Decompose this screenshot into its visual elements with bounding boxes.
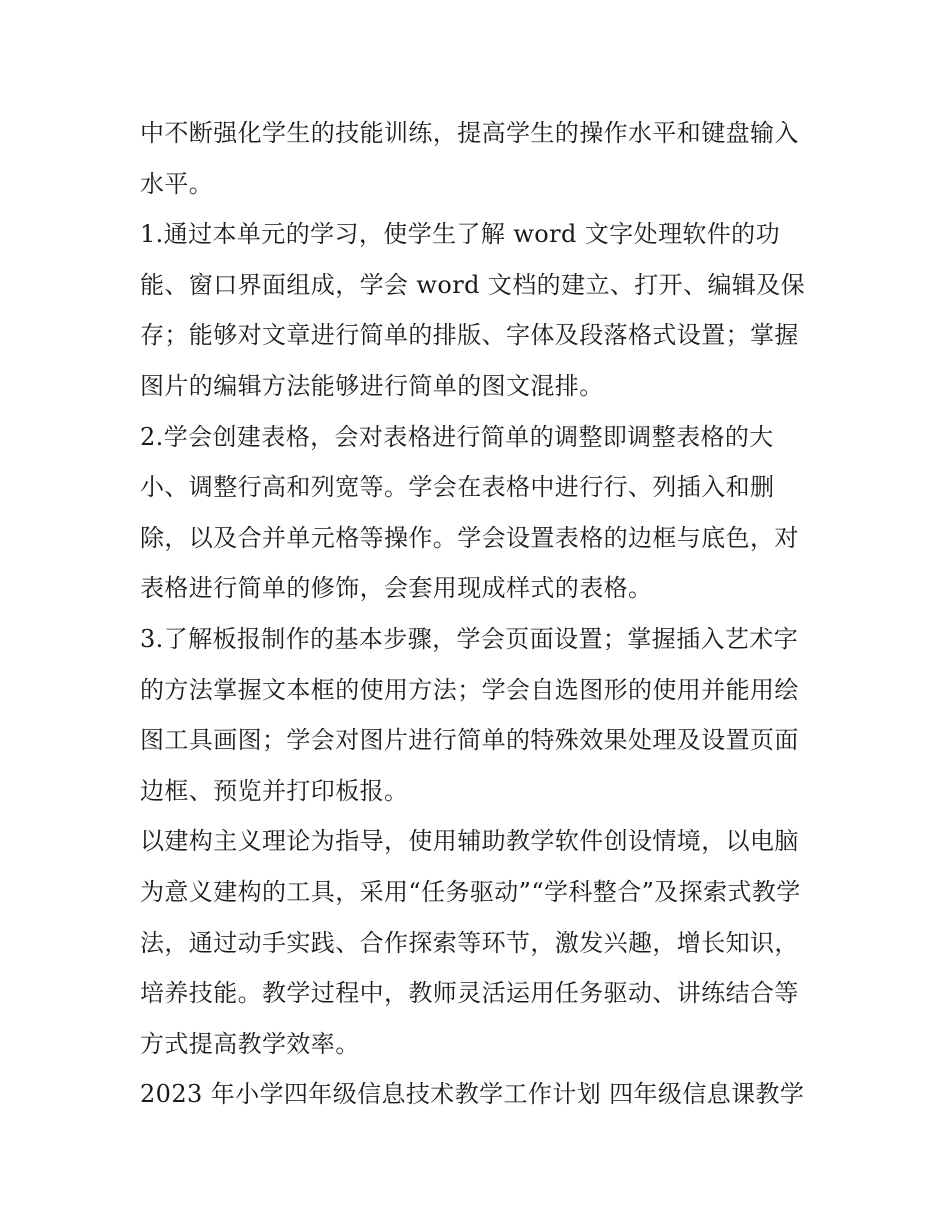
text-line: 中不断强化学生的技能训练，提高学生的操作水平和键盘输入 [140,119,799,147]
paragraph-title-line [140,1069,820,1120]
text-line: 培养技能。教学过程中，教师灵活运用任务驱动、讲练结合等 [140,979,799,1008]
text-line: 以建构主义理论为指导，使用辅助教学软件创设情境，以电脑 [140,827,799,856]
text-line: 2.学会创建表格，会对表格进行简单的调整即调整表格的大 [140,422,774,451]
text-line: 图工具画图；学会对图片进行简单的特殊效果处理及设置页面 [140,726,799,755]
text-line: 的方法掌握文本框的使用方法；学会自选图形的使用并能用绘 [140,675,799,704]
text-line: 方式提高教学效率。 [140,1029,360,1058]
text-line: 3.了解板报制作的基本步骤，学会页面设置；掌握插入艺术字 [140,624,799,653]
text-line: 1.通过本单元的学习，使学生了解 word 文字处理软件的功 [140,220,780,249]
text-line: 2023 年小学四年级信息技术教学工作计划 四年级信息课教学 [140,1080,805,1109]
text-line: 存；能够对文章进行简单的排版、字体及段落格式设置；掌握 [140,321,799,350]
paragraph-teaching-method [140,816,820,1069]
text-line: 图片的编辑方法能够进行简单的图文混排。 [140,371,604,400]
text-line: 表格进行简单的修饰，会套用现成样式的表格。 [140,574,653,603]
paragraph-continuation [140,108,820,209]
text-line: 为意义建构的工具，采用“任务驱动”“学科整合”及探索式教学 [140,877,801,906]
paragraph-item-2 [140,412,820,614]
text-line: 法，通过动手实践、合作探索等环节，激发兴趣，增长知识， [140,928,799,957]
text-line: 除，以及合并单元格等操作。学会设置表格的边框与底色，对 [140,523,799,552]
text-line: 水平。 [140,169,214,198]
paragraph-item-1 [140,209,820,411]
document-body [140,108,820,1120]
text-line: 边框、预览并打印板报。 [140,776,409,805]
text-line: 小、调整行高和列宽等。学会在表格中进行行、列插入和删 [140,473,775,502]
text-line: 能、窗口界面组成，学会 word 文档的建立、打开、编辑及保 [140,270,806,299]
paragraph-item-3 [140,614,820,816]
